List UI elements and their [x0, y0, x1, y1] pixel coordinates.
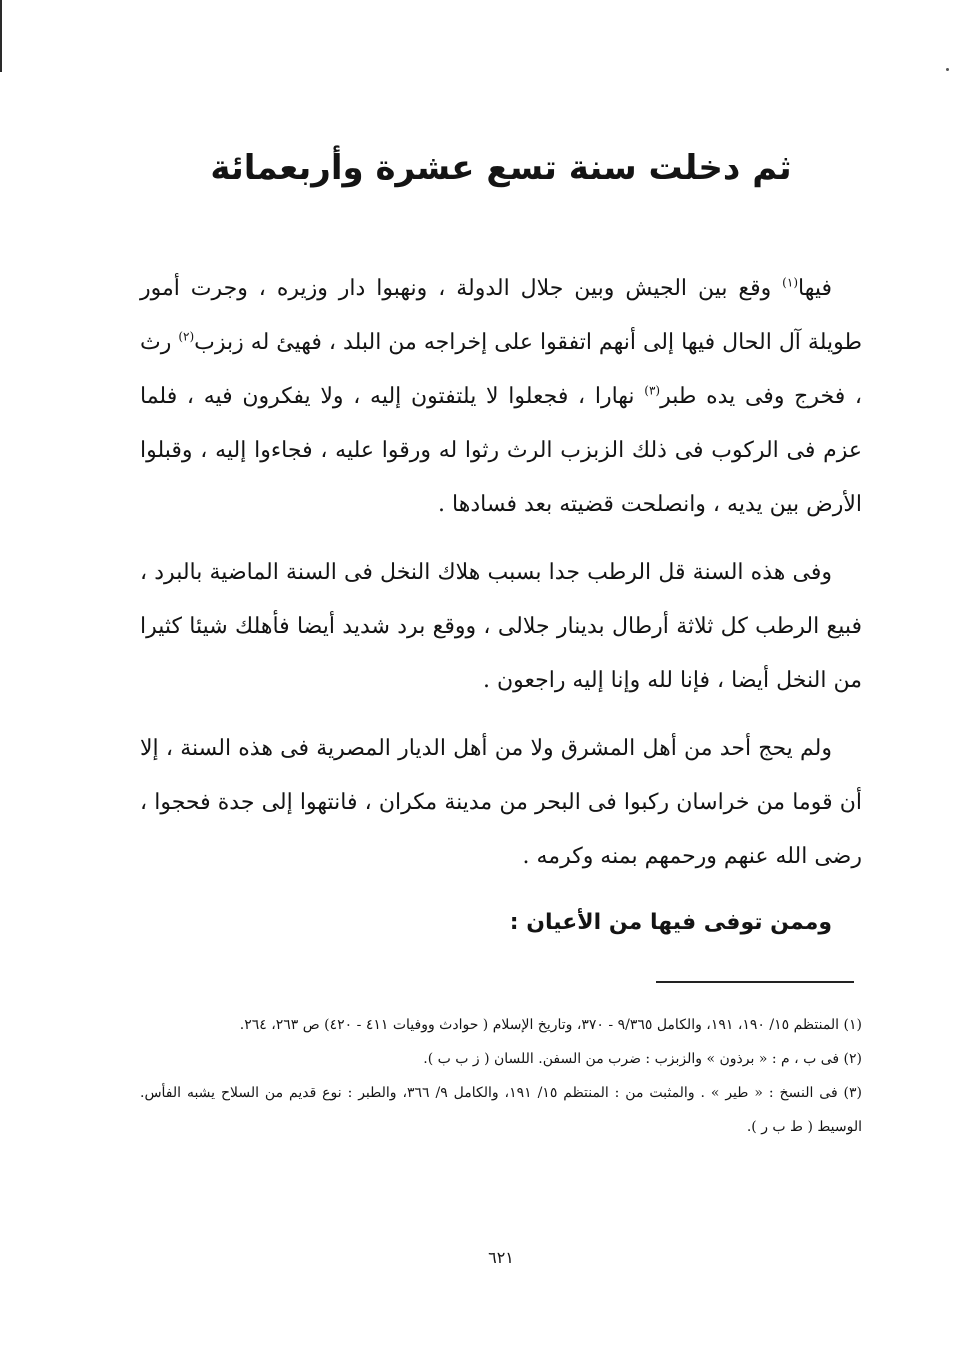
paragraph-events — [140, 262, 862, 532]
footnote-ref-2[interactable]: (٢) — [178, 329, 195, 344]
paragraph-dates: وفى هذه السنة قل الرطب جدا بسبب هلاك النخل فى السنة الماضية بالبرد ، فبيع الرطب كل ثلاثة أرطال بدينار جلالى ، ووقع برد شديد أيضا فأهلك شيئا كثيرا من النخل أيضا ، فإنا لله وإنا إليه راجعون . — [140, 560, 862, 693]
footnote-2: (٢) فى ب ، م : « برذون » والزبزب : ضرب من السفن. اللسان ( ز ب ب ). — [423, 1051, 862, 1067]
footnote-1: (١) المنتظم ١٥/ ١٩٠، ١٩١، والكامل ٩/٣٦٥ - ٣٧٠، وتاريخ الإسلام ( حوادث ووفيات ٤١١ - ٤٢٠) ص ٢٦٣، ٢٦٤. — [239, 1017, 862, 1033]
book-page — [140, 0, 862, 1349]
section-heading-deaths: وممن توفى فيها من الأعيان : — [509, 910, 832, 935]
paragraph-text: وقع بين الجيش وبين جلال الدولة ، ونهبوا دار وزيره ، وجرت أمور طويلة آل الحال فيها إلى أنهم اتفقوا على إخراجه من البلد ، فهيئ له زبزب — [140, 276, 863, 355]
main-text — [140, 262, 862, 948]
footnotes — [140, 1008, 862, 1144]
paragraph-text: نهارا ، فجعلوا لا يلتفتون إليه ، ولا يفكرون فيه ، فلما عزم فى الركوب فى ذلك الزبزب الرث رثوا له ورقوا عليه ، فجاءوا إليه ، وقبلوا الأرض بين يديه ، وانصلحت قضيته بعد فسادها . — [140, 384, 862, 517]
scan-speck — [946, 68, 949, 71]
footnote-ref-1[interactable]: (١) — [782, 275, 798, 290]
page-number: ٦٢١ — [488, 1248, 514, 1267]
footnote-divider — [656, 981, 854, 983]
paragraph-text: فيها — [798, 276, 832, 301]
page-title: ثم دخلت سنة تسع عشرة وأربعمائة — [210, 148, 792, 188]
paragraph-text: رث ، فخرج وفى يده طبر — [140, 330, 863, 409]
scan-edge-line — [0, 0, 2, 72]
footnote-ref-3[interactable]: (٣) — [644, 383, 661, 398]
footnote-3: (٣) فى النسخ : « طير » . والمثبت من : المنتظم ١٥/ ١٩١، والكامل ٩/ ٣٦٦، والطبر : نوع قديم من السلاح يشبه الفأس. الوسيط ( ط ب ر ). — [140, 1085, 863, 1135]
paragraph-hajj: ولم يحج أحد من أهل المشرق ولا من أهل الديار المصرية فى هذه السنة ، إلا أن قوما من خراسان ركبوا فى البحر من مدينة مكران ، فانتهوا إلى جدة فحجوا ، رضى الله عنهم ورحمهم بمنه وكرمه . — [140, 736, 862, 869]
